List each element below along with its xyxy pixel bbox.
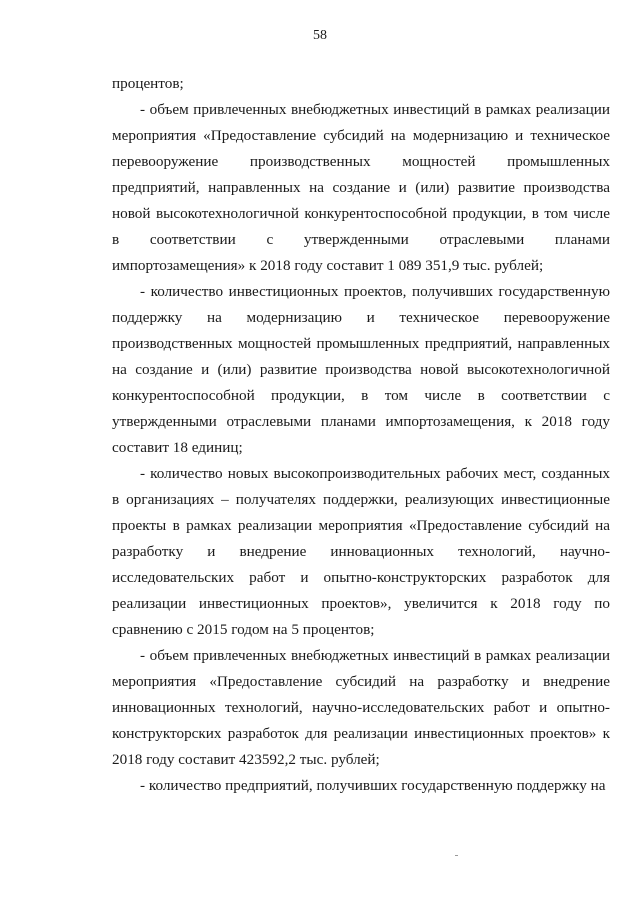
paragraph-6: - количество предприятий, получивших государственную поддержку на (140, 777, 606, 794)
paragraph-4: - количество новых высокопроизводительных рабочих мест, созданных в организациях – получателях поддержки, реализующих инвестиционные проекты в рамках реализации мероприятия «Предоставление субсидий на разработку и внедрение инновационных технологий, научно-исследовательских работ и опытно-конструкторских разработок для реализации инвестиционных проектов», увеличится к 2018 году по сравнению с 2015 годом на 5 процентов; (112, 465, 610, 638)
scan-speck (455, 855, 458, 856)
paragraph-3: - количество инвестиционных проектов, получивших государственную поддержку на модернизацию и техническое перевооружение производственных мощностей промышленных предприятий, направленных на создание и (или) развитие производства новой высокотехнологичной конкурентоспособной продукции, в том числе в соответствии с утвержденными отраслевыми планами импортозамещения, к 2018 году составит 18 единиц; (112, 283, 610, 456)
document-body (112, 71, 610, 799)
paragraph-5: - объем привлеченных внебюджетных инвестиций в рамках реализации мероприятия «Предоставление субсидий на разработку и внедрение инновационных технологий, научно-исследовательских работ и опытно-конструкторских разработок для реализации инвестиционных проектов» к 2018 году составит 423592,2 тыс. рублей; (112, 647, 610, 768)
page-number: 58 (313, 28, 327, 43)
paragraph-1: процентов; (112, 75, 184, 92)
paragraph-2: - объем привлеченных внебюджетных инвестиций в рамках реализации мероприятия «Предоставление субсидий на модернизацию и техническое перевооружение производственных мощностей промышленных предприятий, направленных на создание и (или) развитие производства новой высокотехнологичной конкурентоспособной продукции, в том числе в соответствии с утвержденными отраслевыми планами импортозамещения» к 2018 году составит 1 089 351,9 тыс. рублей; (112, 101, 610, 274)
